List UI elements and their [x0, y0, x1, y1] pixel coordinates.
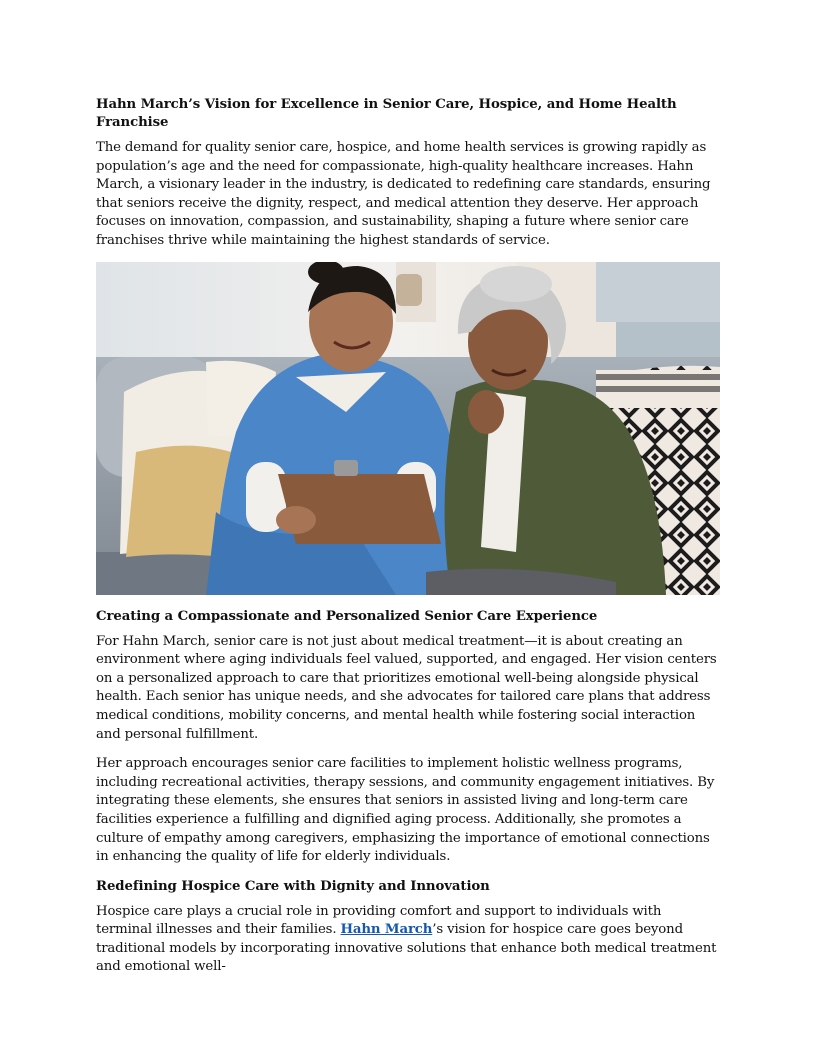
hospice-text-after: ’s vision for hospice care goes beyond traditional models by incorporating innovative solutions that enhance both medical treatment and emotional well-: [96, 922, 717, 975]
document-body: [96, 96, 720, 988]
photo-illustration: [96, 262, 720, 595]
section-heading-senior-care: Creating a Compassionate and Personalized Senior Care Experience: [96, 608, 598, 624]
page-title: Hahn March’s Vision for Excellence in Senior Care, Hospice, and Home Health Franchise: [96, 97, 677, 130]
caregiver-photo: [96, 262, 720, 595]
intro-paragraph: The demand for quality senior care, hospice, and home health services is growing rapidly as population’s age and the need for compassionate, high-quality healthcare increases. Hahn March, a visionary leader in the industry, is dedicated to redefining care standards, ensuring that seniors receive the dignity, respect, and medical attention they deserve. Her approach focuses on innovation, compassion, and sustainability, shaping a future where senior care franchises thrive while maintaining the highest standards of service.: [96, 140, 711, 248]
senior-care-paragraph-1: For Hahn March, senior care is not just about medical treatment—it is about creating an environment where aging individuals feel valued, supported, and engaged. Her vision centers on a personalized approach to care that prioritizes emotional well-being alongside physical health. Each senior has unique needs, and she advocates for tailored care plans that address medical conditions, mobility concerns, and mental health while fostering social interaction and personal fulfillment.: [96, 633, 717, 742]
section-heading-hospice: Redefining Hospice Care with Dignity and Innovation: [96, 878, 490, 894]
hospice-text-before: Hospice care plays a crucial role in providing comfort and support to individuals with terminal illnesses and their families.: [96, 903, 662, 938]
hahn-march-link[interactable]: Hahn March: [340, 922, 433, 938]
hospice-paragraph: [96, 903, 720, 977]
senior-care-paragraph-2: Her approach encourages senior care facilities to implement holistic wellness programs, including recreational activities, therapy sessions, and community engagement initiatives. By integrating these elements, she ensures that seniors in assisted living and long-term care facilities experience a fulfilling and dignified aging process. Additionally, she promotes a culture of empathy among caregivers, emphasizing the importance of emotional connections in enhancing the quality of life for elderly individuals.: [96, 756, 715, 865]
